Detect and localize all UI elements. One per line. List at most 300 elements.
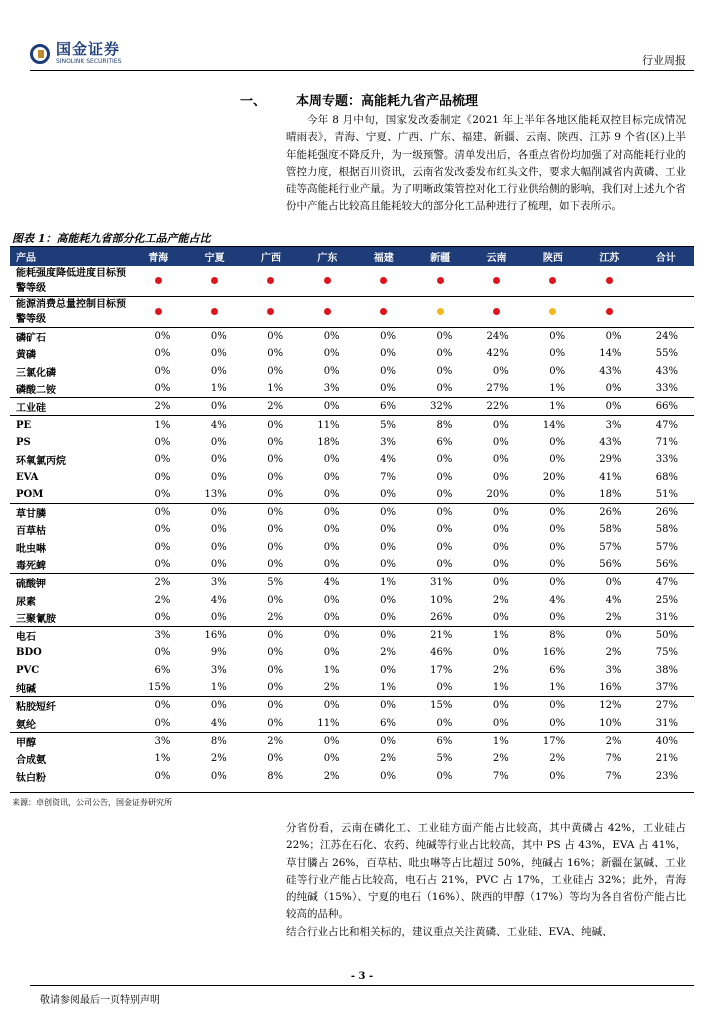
share-cell: 2% bbox=[243, 398, 299, 416]
total-cell: 55% bbox=[655, 348, 678, 360]
share-cell: 0% bbox=[412, 328, 468, 346]
table-header-row bbox=[10, 247, 694, 266]
table-row bbox=[10, 380, 694, 398]
table-row bbox=[10, 574, 694, 592]
table-row bbox=[10, 644, 694, 661]
total-cell: 37% bbox=[655, 682, 678, 694]
share-cell: 56% bbox=[599, 559, 622, 570]
warning-row bbox=[10, 266, 694, 297]
header-divider bbox=[30, 70, 694, 71]
total-cell: 21% bbox=[655, 753, 678, 765]
table-row bbox=[10, 416, 694, 434]
share-cell: 21% bbox=[412, 627, 468, 645]
share-cell: 0% bbox=[243, 627, 299, 645]
share-cell: 0% bbox=[299, 627, 355, 645]
share-cell: 0% bbox=[581, 627, 637, 645]
share-cell: 0% bbox=[380, 541, 396, 553]
share-cell: 6% bbox=[436, 436, 453, 448]
total-cell: 75% bbox=[655, 647, 678, 659]
company-logo bbox=[30, 42, 121, 65]
warning-cell bbox=[356, 266, 412, 297]
total-cell: 26% bbox=[638, 503, 694, 521]
share-cell: 0% bbox=[380, 365, 396, 377]
share-cell: 0% bbox=[154, 365, 171, 377]
share-cell: 0% bbox=[154, 647, 171, 659]
share-cell: 0% bbox=[267, 488, 284, 500]
share-cell: 0% bbox=[380, 559, 396, 570]
share-cell: 0% bbox=[267, 454, 284, 466]
share-cell: 0% bbox=[154, 717, 171, 729]
share-cell: 7% bbox=[492, 770, 509, 782]
warning-cell bbox=[638, 266, 694, 297]
share-cell: 0% bbox=[267, 559, 284, 570]
share-cell: 1% bbox=[468, 732, 524, 750]
share-cell: 0% bbox=[492, 611, 509, 623]
warning-cell bbox=[356, 297, 412, 328]
footer-disclaimer: 敬请参阅最后一页特别声明 bbox=[40, 995, 160, 1006]
share-cell: 0% bbox=[492, 717, 509, 729]
warning-cell bbox=[525, 297, 581, 328]
product-name: 氨纶 bbox=[16, 719, 36, 731]
share-cell: 10% bbox=[430, 594, 453, 606]
share-cell: 15% bbox=[412, 697, 468, 715]
share-cell: 0% bbox=[243, 328, 299, 346]
share-cell: 0% bbox=[299, 697, 355, 715]
column-header: 广东 bbox=[299, 247, 355, 266]
share-cell: 7% bbox=[605, 770, 622, 782]
share-cell: 0% bbox=[492, 541, 509, 553]
share-cell: 27% bbox=[486, 383, 509, 395]
share-cell: 18% bbox=[599, 488, 622, 500]
red-warning-dot-icon bbox=[380, 277, 387, 284]
share-cell: 1% bbox=[468, 627, 524, 645]
product-name: 合成氨 bbox=[16, 755, 46, 767]
share-cell: 32% bbox=[412, 398, 468, 416]
share-cell: 11% bbox=[317, 717, 340, 729]
share-cell: 0% bbox=[380, 594, 396, 606]
logo-icon bbox=[30, 44, 50, 64]
warning-cell bbox=[186, 297, 242, 328]
table-body bbox=[10, 266, 694, 785]
share-cell: 0% bbox=[380, 488, 396, 500]
share-cell: 0% bbox=[130, 503, 186, 521]
share-cell: 4% bbox=[380, 454, 396, 466]
share-cell: 0% bbox=[267, 682, 284, 694]
product-name: 毒死蜱 bbox=[16, 561, 46, 572]
table-row bbox=[10, 468, 694, 485]
share-cell: 3% bbox=[581, 416, 637, 434]
warning-cell bbox=[525, 266, 581, 297]
red-warning-dot-icon bbox=[267, 308, 274, 315]
share-cell: 57% bbox=[599, 541, 622, 553]
share-cell: 0% bbox=[267, 594, 284, 606]
share-cell: 0% bbox=[549, 541, 566, 553]
table-row bbox=[10, 662, 694, 679]
share-cell: 0% bbox=[210, 348, 227, 360]
share-cell: 2% bbox=[605, 611, 622, 623]
share-cell: 2% bbox=[130, 574, 186, 592]
total-cell: 33% bbox=[655, 383, 678, 395]
warning-cell bbox=[299, 297, 355, 328]
product-name: EVA bbox=[16, 471, 39, 483]
column-header: 陕西 bbox=[525, 247, 581, 266]
share-cell: 2% bbox=[380, 647, 396, 659]
share-cell: 0% bbox=[380, 664, 396, 676]
share-cell: 0% bbox=[380, 348, 396, 360]
warning-cell bbox=[130, 297, 186, 328]
share-cell: 1% bbox=[549, 682, 566, 694]
share-cell: 8% bbox=[525, 627, 581, 645]
share-cell: 0% bbox=[549, 348, 566, 360]
share-cell: 0% bbox=[154, 471, 171, 483]
share-cell: 15% bbox=[148, 682, 171, 694]
product-name: 吡虫啉 bbox=[16, 543, 46, 555]
share-cell: 46% bbox=[430, 647, 453, 659]
share-cell: 14% bbox=[599, 348, 622, 360]
share-cell: 2% bbox=[492, 594, 509, 606]
share-cell: 0% bbox=[436, 682, 453, 694]
red-warning-dot-icon bbox=[437, 277, 444, 284]
report-type: 行业周报 bbox=[642, 54, 686, 67]
warning-cell bbox=[130, 266, 186, 297]
share-cell: 1% bbox=[267, 383, 284, 395]
share-cell: 0% bbox=[130, 328, 186, 346]
share-cell: 1% bbox=[549, 383, 566, 395]
share-cell: 4% bbox=[210, 717, 227, 729]
share-cell: 2% bbox=[154, 594, 171, 606]
share-cell: 0% bbox=[492, 471, 509, 483]
share-cell: 0% bbox=[154, 488, 171, 500]
table-row bbox=[10, 627, 694, 645]
share-cell: 0% bbox=[581, 328, 637, 346]
row-label: 能耗强度降低进度目标预警等级 bbox=[16, 268, 126, 294]
share-cell: 0% bbox=[243, 416, 299, 434]
product-name: 钛白粉 bbox=[16, 772, 46, 784]
product-name: PE bbox=[10, 416, 130, 434]
share-cell: 0% bbox=[267, 647, 284, 659]
share-cell: 2% bbox=[210, 753, 227, 765]
share-cell: 0% bbox=[436, 717, 453, 729]
table-row bbox=[10, 539, 694, 556]
share-cell: 9% bbox=[210, 647, 227, 659]
share-cell: 31% bbox=[412, 574, 468, 592]
share-cell: 4% bbox=[605, 594, 622, 606]
total-cell: 43% bbox=[655, 365, 678, 377]
table-row bbox=[10, 697, 694, 715]
share-cell: 7% bbox=[380, 471, 396, 483]
share-cell: 0% bbox=[492, 647, 509, 659]
red-warning-dot-icon bbox=[211, 308, 218, 315]
total-cell: 40% bbox=[638, 732, 694, 750]
share-cell: 0% bbox=[436, 541, 453, 553]
warning-cell bbox=[299, 266, 355, 297]
share-cell: 0% bbox=[468, 574, 524, 592]
share-cell: 0% bbox=[323, 454, 340, 466]
warning-cell bbox=[243, 266, 299, 297]
share-cell: 29% bbox=[599, 454, 622, 466]
share-cell: 0% bbox=[323, 524, 340, 536]
share-cell: 1% bbox=[154, 753, 171, 765]
share-cell: 26% bbox=[581, 503, 637, 521]
share-cell: 0% bbox=[436, 471, 453, 483]
total-cell: 66% bbox=[638, 398, 694, 416]
total-cell: 57% bbox=[655, 541, 678, 553]
share-cell: 18% bbox=[317, 436, 340, 448]
warning-cell bbox=[581, 297, 637, 328]
share-cell: 0% bbox=[154, 348, 171, 360]
share-cell: 2% bbox=[581, 732, 637, 750]
share-cell: 0% bbox=[436, 770, 453, 782]
footer-divider bbox=[30, 985, 694, 986]
share-cell: 0% bbox=[323, 541, 340, 553]
product-name: 尿素 bbox=[16, 596, 36, 608]
share-cell: 0% bbox=[267, 365, 284, 377]
share-cell: 0% bbox=[210, 541, 227, 553]
share-cell: 0% bbox=[581, 398, 637, 416]
table-row bbox=[10, 715, 694, 733]
share-cell: 0% bbox=[356, 697, 412, 715]
analysis-paragraph-1: 分省份看，云南在磷化工、工业硅方面产能占比较高，其中黄磷占 42%，工业硅占 22%；江苏在石化、农药、纯碱等行业占比较高，其中 PS 占 43%，EVA 占 41%，草甘膦占 26%，百草枯、吡虫啉等占比超过 50%，纯碱占 16%；新疆在氯碱、工业硅等行业产能占比较高，电石占 21%，PVC 占 17%，工业硅占 32%；此外，青海的纯碱（15%）、宁夏的电石（16%）、陕西的甲醇（17%）等均为各自省份产能占比较高的品种。 bbox=[286, 822, 686, 921]
share-cell: 0% bbox=[267, 471, 284, 483]
share-cell: 0% bbox=[243, 503, 299, 521]
share-cell: 16% bbox=[186, 627, 242, 645]
total-cell: 47% bbox=[638, 574, 694, 592]
share-cell: 3% bbox=[130, 627, 186, 645]
product-name: 三聚氰胺 bbox=[16, 613, 56, 625]
share-cell: 0% bbox=[525, 574, 581, 592]
product-name: 磷酸二铵 bbox=[16, 385, 56, 397]
share-cell: 0% bbox=[154, 541, 171, 553]
share-cell: 20% bbox=[542, 471, 566, 483]
analysis-paragraph-2: 结合行业占比和相关标的，建议重点关注黄磷、工业硅、EVA、纯碱、 bbox=[286, 925, 613, 938]
share-cell: 0% bbox=[549, 365, 566, 377]
total-cell: 71% bbox=[655, 436, 678, 448]
share-cell: 0% bbox=[436, 383, 453, 395]
warning-cell bbox=[468, 266, 524, 297]
share-cell: 0% bbox=[492, 454, 509, 466]
section-number: 一、 bbox=[240, 94, 267, 109]
share-cell: 58% bbox=[599, 524, 622, 536]
share-cell: 0% bbox=[549, 488, 566, 500]
share-cell: 0% bbox=[356, 328, 412, 346]
share-cell: 2% bbox=[492, 664, 509, 676]
warning-cell bbox=[638, 297, 694, 328]
share-cell: 0% bbox=[154, 559, 171, 570]
share-cell: 24% bbox=[468, 328, 524, 346]
total-cell: 33% bbox=[655, 454, 678, 466]
red-warning-dot-icon bbox=[267, 277, 274, 284]
total-cell: 47% bbox=[638, 416, 694, 434]
table-title: 图表 1：高能耗九省部分化工品产能占比 bbox=[12, 232, 211, 245]
table-row bbox=[10, 451, 694, 468]
product-name: POM bbox=[16, 488, 44, 500]
share-cell: 0% bbox=[492, 524, 509, 536]
red-warning-dot-icon bbox=[549, 277, 556, 284]
red-warning-dot-icon bbox=[211, 277, 218, 284]
warning-row bbox=[10, 297, 694, 328]
total-cell: 25% bbox=[655, 594, 678, 606]
share-cell: 22% bbox=[468, 398, 524, 416]
share-cell: 5% bbox=[356, 416, 412, 434]
share-cell: 0% bbox=[210, 365, 227, 377]
row-label: 能源消费总量控制目标预警等级 bbox=[10, 297, 130, 328]
share-cell: 0% bbox=[323, 348, 340, 360]
share-cell: 0% bbox=[323, 753, 340, 765]
share-cell: 5% bbox=[436, 753, 453, 765]
share-cell: 20% bbox=[486, 488, 509, 500]
share-cell: 0% bbox=[186, 503, 242, 521]
share-cell: 0% bbox=[210, 436, 227, 448]
share-cell: 3% bbox=[130, 732, 186, 750]
product-name: 磷矿石 bbox=[10, 328, 130, 346]
share-cell: 12% bbox=[581, 697, 637, 715]
column-header: 福建 bbox=[356, 247, 412, 266]
share-cell: 6% bbox=[154, 664, 171, 676]
share-cell: 1% bbox=[210, 383, 227, 395]
share-cell: 6% bbox=[412, 732, 468, 750]
product-name: 甲醇 bbox=[10, 732, 130, 750]
red-warning-dot-icon bbox=[493, 277, 500, 284]
share-cell: 0% bbox=[210, 611, 227, 623]
section-title bbox=[240, 90, 478, 109]
table-row bbox=[10, 328, 694, 346]
share-cell: 0% bbox=[186, 697, 242, 715]
share-cell: 0% bbox=[210, 471, 227, 483]
share-cell: 17% bbox=[525, 732, 581, 750]
share-cell: 0% bbox=[154, 383, 171, 395]
product-name: 电石 bbox=[10, 627, 130, 645]
share-cell: 2% bbox=[492, 753, 509, 765]
share-cell: 0% bbox=[267, 717, 284, 729]
share-cell: 0% bbox=[267, 753, 284, 765]
share-cell: 3% bbox=[323, 383, 340, 395]
product-name: BDO bbox=[16, 647, 42, 659]
share-cell: 3% bbox=[210, 664, 227, 676]
product-name: PS bbox=[16, 436, 31, 448]
red-warning-dot-icon bbox=[606, 308, 613, 315]
share-cell: 0% bbox=[267, 436, 284, 448]
red-warning-dot-icon bbox=[606, 277, 613, 284]
share-cell: 3% bbox=[605, 664, 622, 676]
share-cell: 0% bbox=[436, 524, 453, 536]
share-cell: 0% bbox=[210, 524, 227, 536]
total-cell: 23% bbox=[655, 770, 678, 782]
share-cell: 0% bbox=[525, 503, 581, 521]
product-name: 百草枯 bbox=[16, 526, 46, 538]
share-cell: 2% bbox=[380, 753, 396, 765]
share-cell: 0% bbox=[267, 348, 284, 360]
share-cell: 0% bbox=[436, 559, 453, 570]
share-cell: 0% bbox=[299, 328, 355, 346]
table-row bbox=[10, 609, 694, 627]
table-row bbox=[10, 363, 694, 380]
total-cell: 27% bbox=[638, 697, 694, 715]
share-cell: 6% bbox=[380, 717, 396, 729]
share-cell: 43% bbox=[599, 436, 622, 448]
total-cell: 31% bbox=[655, 611, 678, 623]
share-cell: 0% bbox=[549, 559, 566, 570]
share-cell: 41% bbox=[599, 471, 622, 483]
total-cell: 31% bbox=[655, 717, 678, 729]
table-row bbox=[10, 679, 694, 697]
logo-name-en: SINOLINK SECURITIES bbox=[56, 58, 122, 65]
share-cell: 1% bbox=[130, 416, 186, 434]
total-cell: 50% bbox=[638, 627, 694, 645]
share-cell: 1% bbox=[323, 664, 340, 676]
share-cell: 1% bbox=[356, 574, 412, 592]
product-name: 三氯化磷 bbox=[16, 367, 56, 379]
share-cell: 0% bbox=[323, 559, 340, 570]
share-cell: 0% bbox=[356, 732, 412, 750]
share-cell: 0% bbox=[323, 488, 340, 500]
warning-cell bbox=[468, 297, 524, 328]
total-cell: 38% bbox=[655, 664, 678, 676]
capacity-share-table bbox=[10, 247, 694, 785]
share-cell: 5% bbox=[243, 574, 299, 592]
red-warning-dot-icon bbox=[324, 308, 331, 315]
intro-paragraph: 今年 8 月中旬，国家发改委制定《2021 年上半年各地区能耗双控目标完成情况晴雨表》，青海、宁夏、广西、广东、福建、新疆、云南、陕西、江苏 9 个省(区)上半年能耗强度不降反升，为一级预警。清单发出后，各重点省份均加强了对高能耗行业的管控力度，根据百川资讯，云南省发改委发布红头文件，要求大幅削减省内黄磷、工业硅等高能耗行业产量。为了明晰政策管控对化工行业供给侧的影响，我们对上述九个省份中产能占比较高且能耗较大的部分化工品种进行了梳理，如下表所示。 bbox=[286, 114, 686, 213]
share-cell: 0% bbox=[186, 398, 242, 416]
product-name: 黄磷 bbox=[16, 350, 36, 362]
analysis-text bbox=[286, 820, 686, 941]
share-cell: 16% bbox=[599, 682, 622, 694]
column-header: 江苏 bbox=[581, 247, 637, 266]
share-cell: 42% bbox=[486, 348, 509, 360]
share-cell: 0% bbox=[210, 559, 227, 570]
red-warning-dot-icon bbox=[380, 308, 387, 315]
table-row bbox=[10, 398, 694, 416]
share-cell: 1% bbox=[525, 398, 581, 416]
share-cell: 0% bbox=[380, 524, 396, 536]
share-cell: 0% bbox=[412, 503, 468, 521]
share-cell: 0% bbox=[605, 383, 622, 395]
table-row bbox=[10, 750, 694, 767]
section-heading: 本周专题：高能耗九省产品梳理 bbox=[296, 94, 479, 109]
share-cell: 0% bbox=[581, 574, 637, 592]
warning-cell bbox=[412, 266, 468, 297]
share-cell: 0% bbox=[154, 454, 171, 466]
share-cell: 2% bbox=[130, 398, 186, 416]
share-cell: 0% bbox=[549, 611, 566, 623]
share-cell: 0% bbox=[549, 436, 566, 448]
share-cell: 2% bbox=[549, 753, 566, 765]
total-cell: 68% bbox=[655, 471, 678, 483]
table-row bbox=[10, 556, 694, 574]
share-cell: 0% bbox=[299, 398, 355, 416]
table-row bbox=[10, 521, 694, 538]
total-cell: 56% bbox=[655, 559, 678, 570]
share-cell: 0% bbox=[323, 594, 340, 606]
share-cell: 14% bbox=[525, 416, 581, 434]
share-cell: 17% bbox=[430, 664, 453, 676]
red-warning-dot-icon bbox=[493, 308, 500, 315]
share-cell: 0% bbox=[154, 436, 171, 448]
table-row bbox=[10, 434, 694, 451]
share-cell: 0% bbox=[525, 328, 581, 346]
red-warning-dot-icon bbox=[155, 277, 162, 284]
share-cell: 0% bbox=[186, 328, 242, 346]
share-cell: 0% bbox=[492, 365, 509, 377]
share-cell: 0% bbox=[299, 732, 355, 750]
share-cell: 4% bbox=[186, 416, 242, 434]
warning-cell bbox=[186, 266, 242, 297]
total-cell: 58% bbox=[655, 524, 678, 536]
product-name: 硫酸钾 bbox=[10, 574, 130, 592]
column-header: 宁夏 bbox=[186, 247, 242, 266]
share-cell: 4% bbox=[210, 594, 227, 606]
share-cell: 43% bbox=[599, 365, 622, 377]
share-cell: 1% bbox=[210, 682, 227, 694]
